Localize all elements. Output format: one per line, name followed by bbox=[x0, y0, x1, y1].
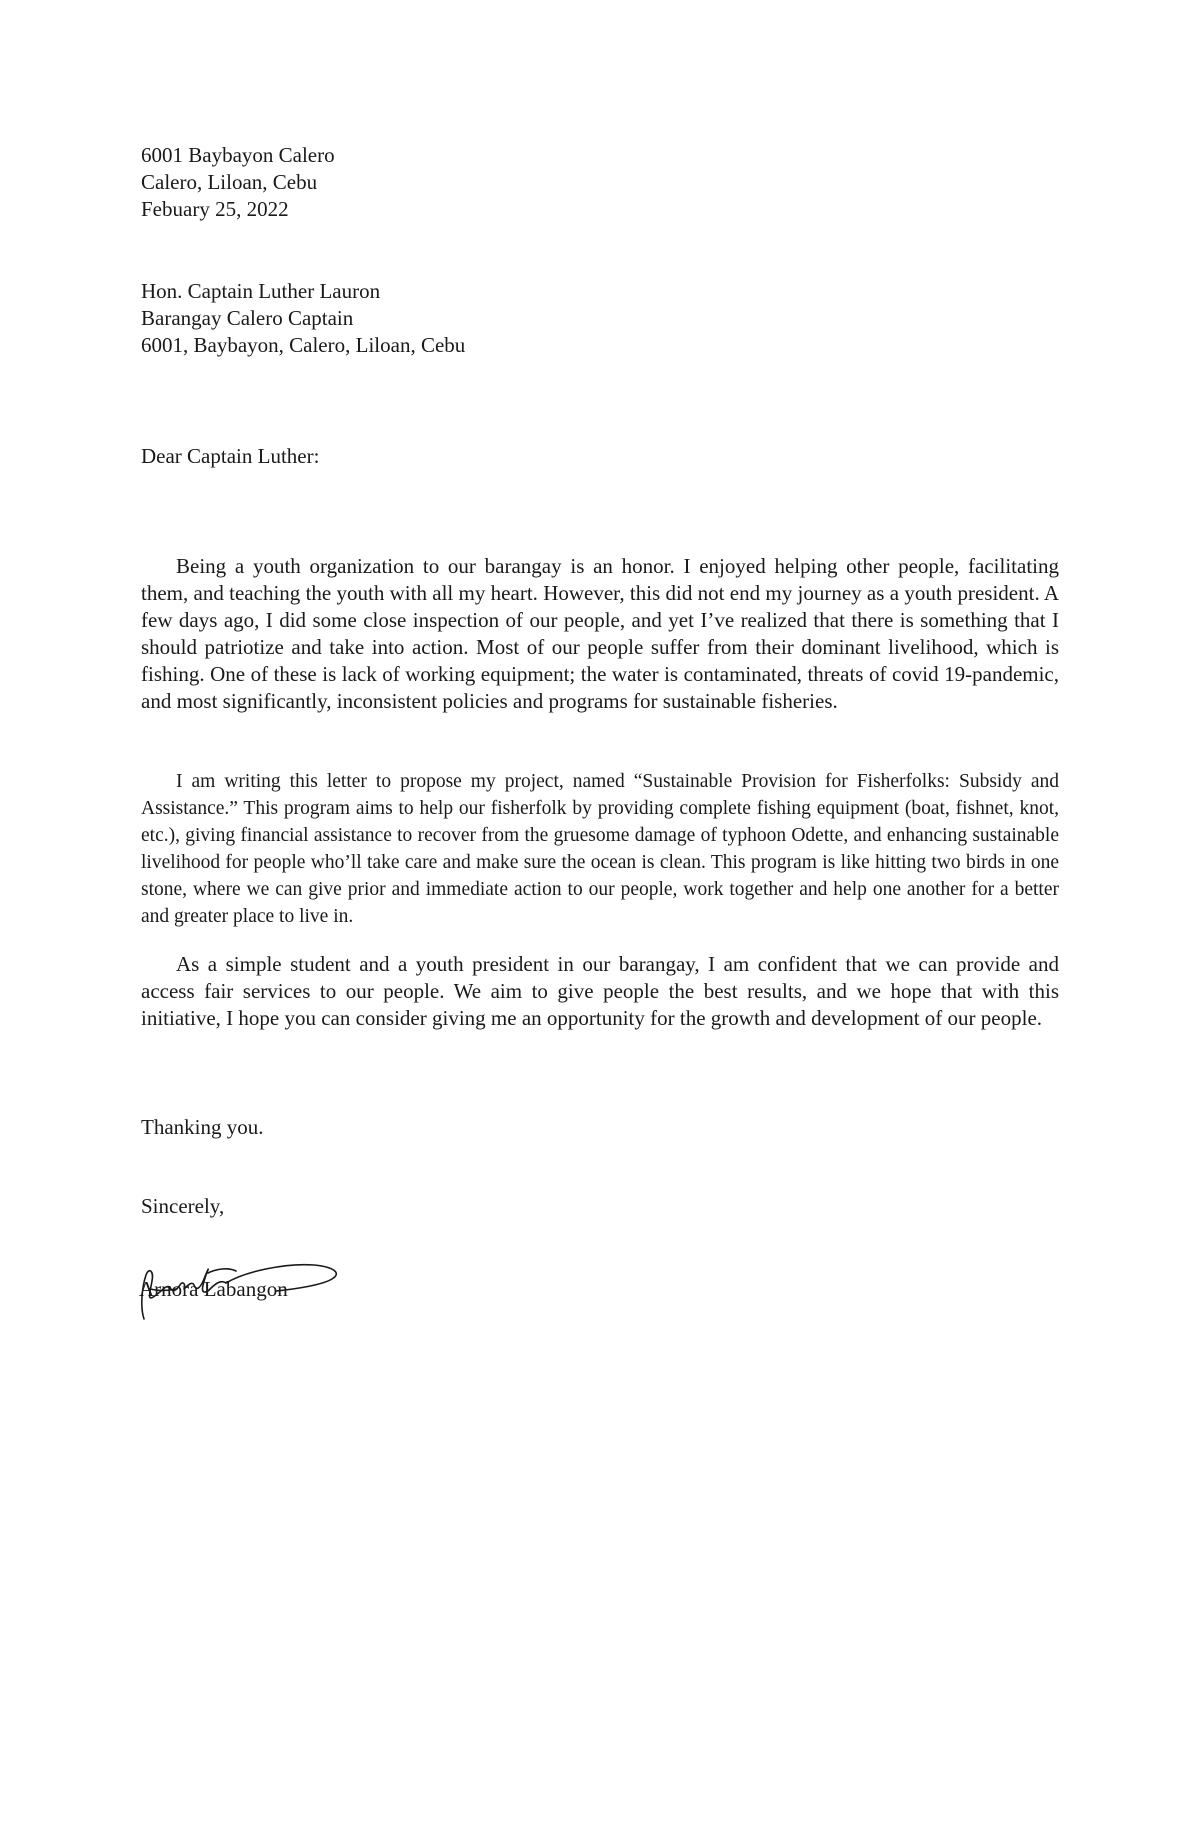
recipient-address-block bbox=[141, 278, 465, 359]
letter-date: Febuary 25, 2022 bbox=[141, 197, 289, 221]
recipient-address: 6001, Baybayon, Calero, Liloan, Cebu bbox=[141, 333, 466, 357]
closing-line: Thanking you. bbox=[141, 1115, 264, 1139]
body-paragraph-3: As a simple student and a youth president in our barangay, I am confident that we can provide and access fair services to our people. We aim to give people the best results, and we hope that with this initiative, I hope you can consider giving me an opportunity for the growth and development of our people. bbox=[141, 952, 1059, 1030]
sender-address-line-1: 6001 Baybayon Calero bbox=[141, 143, 335, 167]
recipient-title: Barangay Calero Captain bbox=[141, 306, 354, 330]
body-paragraph-2: I am writing this letter to propose my project, named “Sustainable Provision for Fisherfolks: Subsidy and Assistance.” This program aims to help our fisherfolk by providing complete fishing equipment (boat, fishnet, knot, etc.), giving financial assistance to recover from the gruesome damage of typhoon Odette, and enhancing sustainable livelihood for people who’ll take care and make sure the ocean is clean. This program is like hitting two birds in one stone, where we can give prior and immediate action to our people, work together and help one another for a better and greater place to live in. bbox=[141, 771, 1059, 927]
recipient-name: Hon. Captain Luther Lauron bbox=[141, 279, 381, 303]
salutation: Dear Captain Luther: bbox=[141, 444, 320, 468]
sign-off: Sincerely, bbox=[141, 1194, 225, 1218]
handwritten-signature bbox=[136, 1245, 356, 1325]
sender-address-line-2: Calero, Liloan, Cebu bbox=[141, 170, 318, 194]
signature-block bbox=[136, 1245, 356, 1325]
signatory-name: Arnora Labangon bbox=[139, 1277, 288, 1301]
sender-address-block bbox=[141, 142, 335, 223]
body-paragraph-1: Being a youth organization to our barangay is an honor. I enjoyed helping other people, facilitating them, and teaching the youth with all my heart. However, this did not end my journey as a youth president. A few days ago, I did some close inspection of our people, and yet I’ve realized that there is something that I should patriotize and take into action. Most of our people suffer from their dominant livelihood, which is fishing. One of these is lack of working equipment; the water is contaminated, threats of covid 19-pandemic, and most significantly, inconsistent policies and programs for sustainable fisheries. bbox=[141, 554, 1059, 713]
